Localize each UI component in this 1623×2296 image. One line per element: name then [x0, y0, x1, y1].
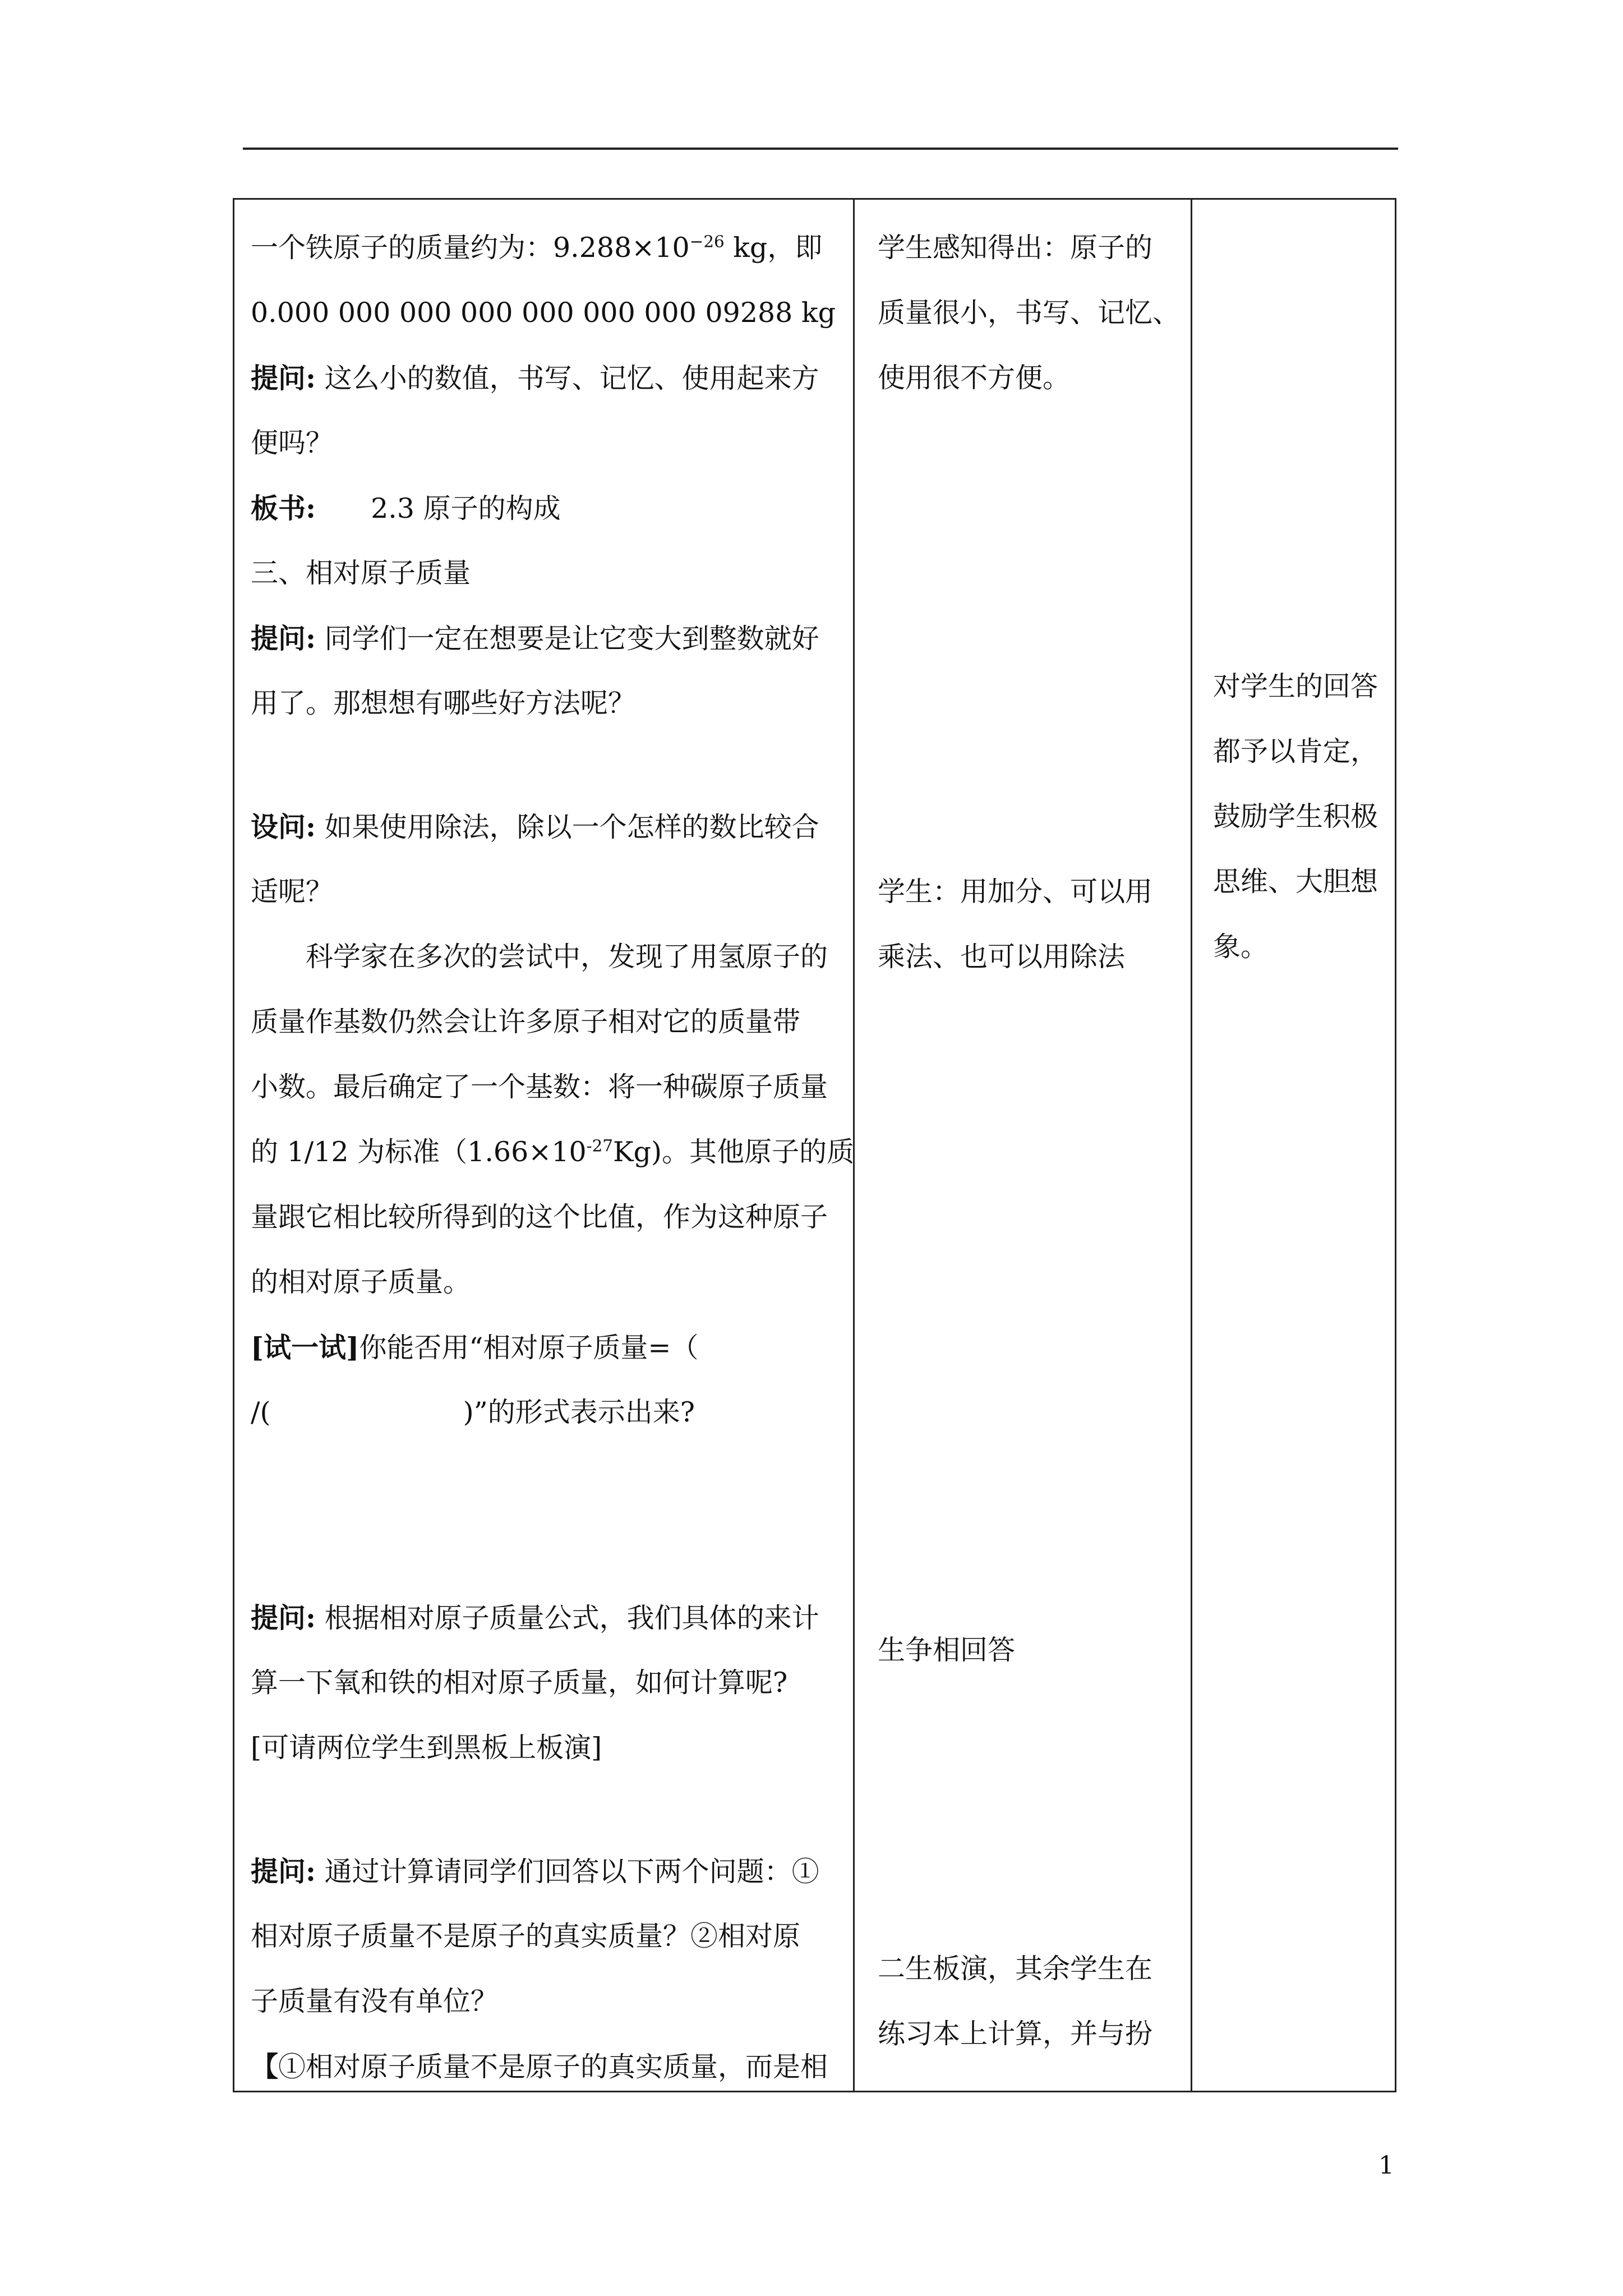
text-line: 象。: [1213, 931, 1269, 963]
text-line: 质量很小，书写、记忆、: [878, 297, 1181, 329]
text-line: 学生：用加分、可以用: [878, 876, 1153, 908]
text-line: 学生感知得出：原子的: [878, 232, 1153, 264]
text-line: 板书: 2.3 原子的构成: [251, 492, 561, 524]
text-line: /( )”的形式表示出来?: [251, 1396, 695, 1428]
text-line: 二生板演，其余学生在: [878, 1953, 1153, 1985]
page-number: 1: [1378, 2151, 1394, 2180]
text-line: 思维、大胆想: [1213, 866, 1378, 898]
column-divider-2: [1191, 200, 1192, 2091]
header-rule: [243, 148, 1398, 150]
text-line: 提问: 这么小的数值，书写、记忆、使用起来方: [251, 362, 819, 394]
text-line: 练习本上计算，并与扮: [878, 2018, 1153, 2050]
text-line: 设问: 如果使用除法，除以一个怎样的数比较合: [251, 811, 819, 843]
text-line: 鼓励学生积极: [1213, 800, 1378, 832]
text-line: 对学生的回答: [1213, 670, 1378, 702]
text-line: 提问: 同学们一定在想要是让它变大到整数就好: [251, 622, 819, 655]
text-line: 的 1/12 为标准$(1.66\times 10^{-27}Kg)$。其他原子的质: [251, 1136, 855, 1168]
text-line: 子质量有没有单位？: [251, 1985, 499, 2017]
text-line: 使用很不方便。: [878, 362, 1071, 394]
text-line: 便吗？: [251, 427, 334, 459]
text-line: 的相对原子质量。: [251, 1266, 471, 1298]
text-line: [试一试]你能否用“相对原子质量=（: [251, 1331, 699, 1364]
text-line: 乘法、也可以用除法: [878, 941, 1126, 973]
text-line: 量跟它相比较所得到的这个比值，作为这种原子: [251, 1201, 828, 1233]
text-line: 都予以肯定，: [1213, 735, 1378, 767]
section-heading: 三、相对原子质量: [251, 557, 471, 589]
text-line: 生争相回答: [878, 1634, 1016, 1666]
text-line: 用了。那想想有哪些好方法呢？: [251, 687, 636, 719]
text-line: 小数。最后确定了一个基数：将一种碳原子质量: [251, 1071, 828, 1103]
text-line: 适呢？: [251, 876, 334, 908]
text-line: 0.000 000 000 000 000 000 000 09288 kg: [251, 297, 836, 329]
text-line: 【①相对原子质量不是原子的真实质量，而是相: [251, 2050, 828, 2083]
text-line: 算一下氧和铁的相对原子质量，如何计算呢?: [251, 1667, 788, 1699]
text-line: 提问: 通过计算请同学们回答以下两个问题：①: [251, 1855, 819, 1888]
text-line: 一个铁原子的质量约为：$9.288\times 10^{-26}$ kg，即: [251, 232, 823, 264]
text-line: 科学家在多次的尝试中，发现了用氢原子的: [251, 941, 828, 973]
lesson-plan-table: [233, 198, 1396, 2092]
text-line: 质量作基数仍然会让许多原子相对它的质量带: [251, 1006, 801, 1038]
text-line: [可请两位学生到黑板上板演]: [251, 1732, 602, 1764]
text-line: 提问: 根据相对原子质量公式，我们具体的来计: [251, 1602, 819, 1634]
text-line: 相对原子质量不是原子的真实质量？②相对原: [251, 1920, 801, 1952]
